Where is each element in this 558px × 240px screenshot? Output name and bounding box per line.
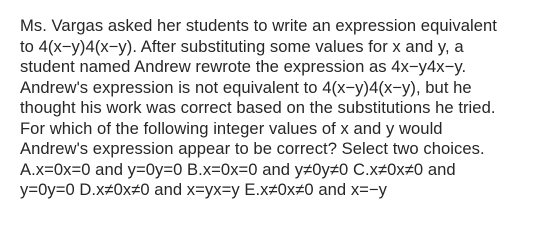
- question-line: thought his work was correct based on the substitutions he tried.: [20, 98, 496, 117]
- question-line: Andrew's expression appear to be correct? Select two choices.: [20, 139, 485, 158]
- question-line: student named Andrew rewrote the expression as 4x−y4x−y.: [20, 57, 467, 76]
- question-line: Ms. Vargas asked her students to write an expression equivalent: [20, 16, 497, 35]
- answer-choices-line: A.x=0x=0 and y=0y=0 B.x=0x=0 and y≠0y≠0 C.x≠0x≠0 and: [20, 159, 456, 179]
- answer-choices-line: y=0y=0 D.x≠0x≠0 and x=yx=y E.x≠0x≠0 and x=−y: [20, 180, 388, 199]
- question-line: Andrew's expression is not equivalent to 4(x−y)4(x−y), but he: [20, 77, 472, 97]
- question-text: [20, 16, 542, 201]
- question-line: to 4(x−y)4(x−y). After substituting some values for x and y, a: [20, 36, 464, 56]
- question-line: For which of the following integer values of x and y would: [20, 118, 443, 138]
